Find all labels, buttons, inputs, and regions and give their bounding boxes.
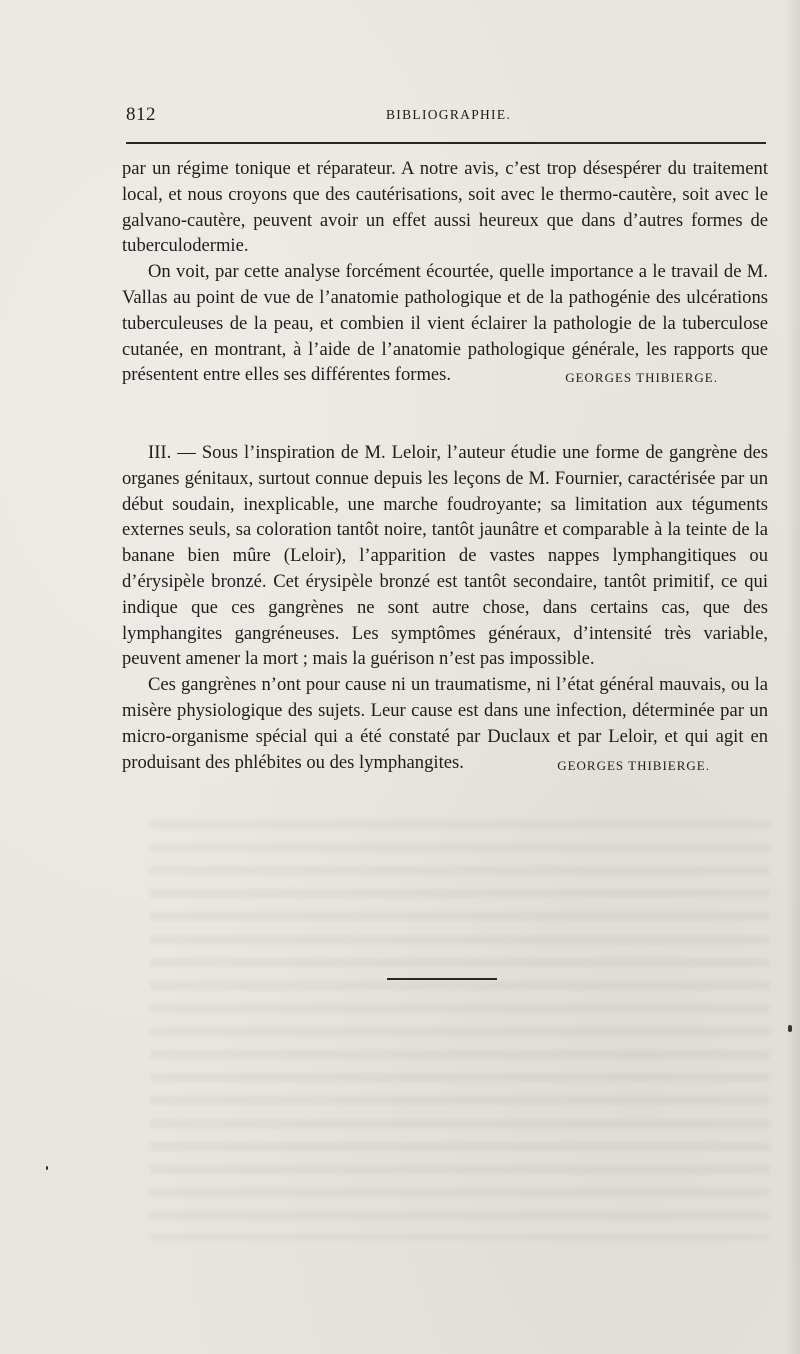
end-rule xyxy=(387,978,497,980)
ink-speck xyxy=(788,1025,792,1032)
paragraph xyxy=(122,672,768,775)
header-rule xyxy=(126,142,766,144)
running-title: BIBLIOGRAPHIE. xyxy=(386,107,512,122)
page-number: 812 xyxy=(126,104,156,125)
paragraph-text: On voit, par cette analyse forcément écourtée, quelle importance a le travail de M. Vallas au point de vue de l’anatomie pathologique et de la pathogénie des ulcérations tuberculeuses de la peau, et combien il vient éclairer la pathologie de la tuberculose cutanée, en montrant, à l’aide de l’anatomie pathologique générale, les rapports que présentent entre elles ses différentes formes. xyxy=(122,261,768,386)
review-section-iii xyxy=(122,440,768,778)
review-continuation xyxy=(122,156,768,391)
page-edge-shadow xyxy=(786,0,800,1354)
signature: GEORGES THIBIERGE. xyxy=(565,370,718,386)
show-through-text xyxy=(150,820,770,1240)
running-head xyxy=(126,104,766,128)
paragraph-text: Ces gangrènes n’ont pour cause ni un traumatisme, ni l’état général mauvais, ou la misère physiologique des sujets. Leur cause est dans une infection, déterminée par un micro-organisme spécial qui a été constaté par Duclaux et par Leloir, et qui agit en produisant des phlébites ou des lymphangites. xyxy=(122,674,768,773)
paragraph xyxy=(122,259,768,388)
paragraph: par un régime tonique et réparateur. A notre avis, c’est trop désespérer du traitement local, et nous croyons que des cautérisations, soit avec le thermo-cautère, soit avec le galvano-cautère, peuvent avoir un effet aussi heureux que dans d’autres formes de tuberculodermie. xyxy=(122,158,768,257)
ink-speck xyxy=(46,1166,48,1170)
paragraph: III. — Sous l’inspiration de M. Leloir, l’auteur étudie une forme de gangrène des organes génitaux, surtout connue depuis les leçons de M. Fournier, caractérisée par un début soudain, inexplicable, une marche foudroyante; sa limitation aux téguments externes seuls, sa coloration tantôt noire, tantôt jaunâtre et comparable à la teinte de la banane bien mûre (Leloir), l’apparition de vastes nappes lymphangitiques ou d’érysipèle bronzé. Cet érysipèle bronzé est tantôt secondaire, tantôt primitif, ce qui indique que ces gangrènes ne sont autre chose, dans certains cas, que des lymphangites gangréneuses. Les symptômes généraux, d’intensité très variable, peuvent amener la mort ; mais la guérison n’est pas impossible. xyxy=(122,442,768,670)
signature: GEORGES THIBIERGE. xyxy=(557,757,710,773)
